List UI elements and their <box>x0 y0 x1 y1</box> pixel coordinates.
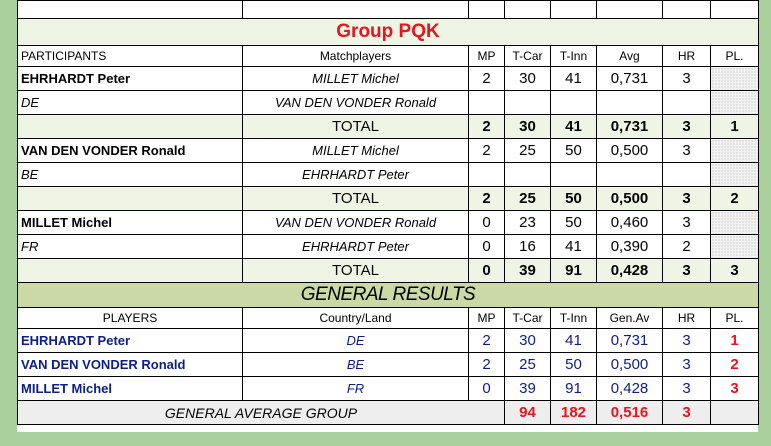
header-pl: PL. <box>711 46 759 67</box>
general-row <box>18 377 759 401</box>
match-mp: 2 <box>469 139 505 163</box>
match-row <box>18 211 759 235</box>
general-mp: 2 <box>469 353 505 377</box>
match-mp <box>469 163 505 187</box>
match-hr <box>663 91 711 115</box>
general-tcar: 39 <box>505 377 551 401</box>
total-tcar: 30 <box>505 115 551 139</box>
general-header-row <box>18 308 759 329</box>
general-country: DE <box>243 329 469 353</box>
match-tcar: 30 <box>505 67 551 91</box>
total-label: TOTAL <box>243 187 469 211</box>
match-tcar: 23 <box>505 211 551 235</box>
header-country: Country/Land <box>243 308 469 329</box>
total-pl: 2 <box>711 187 759 211</box>
header-avg: Avg <box>597 46 663 67</box>
match-pl-shaded <box>711 163 759 187</box>
match-opponent: EHRHARDT Peter <box>243 235 469 259</box>
match-tinn <box>551 163 597 187</box>
total-label: TOTAL <box>243 259 469 283</box>
general-country: FR <box>243 377 469 401</box>
match-hr: 2 <box>663 235 711 259</box>
total-row <box>18 187 759 211</box>
header-mp: MP <box>469 46 505 67</box>
match-row <box>18 91 759 115</box>
group-title-row <box>18 19 759 46</box>
match-mp <box>469 91 505 115</box>
header-hr: HR <box>663 46 711 67</box>
general-average-genav: 0,516 <box>597 401 663 425</box>
header-tcar: T-Car <box>505 46 551 67</box>
match-opponent: MILLET Michel <box>243 139 469 163</box>
general-player-name: VAN DEN VONDER Ronald <box>18 353 243 377</box>
general-average-row <box>18 401 759 425</box>
group-title: Group PQK <box>18 19 759 46</box>
match-mp: 0 <box>469 235 505 259</box>
header-participants: PARTICIPANTS <box>18 46 243 67</box>
general-mp: 0 <box>469 377 505 401</box>
general-average-hr: 3 <box>663 401 711 425</box>
match-opponent: VAN DEN VONDER Ronald <box>243 91 469 115</box>
match-row <box>18 163 759 187</box>
total-mp: 0 <box>469 259 505 283</box>
general-pl: 2 <box>711 353 759 377</box>
general-genav: 0,428 <box>597 377 663 401</box>
general-country: BE <box>243 353 469 377</box>
general-tinn: 50 <box>551 353 597 377</box>
total-avg: 0,500 <box>597 187 663 211</box>
general-mp: 2 <box>469 329 505 353</box>
total-avg: 0,428 <box>597 259 663 283</box>
header-hr: HR <box>663 308 711 329</box>
match-tcar <box>505 91 551 115</box>
general-genav: 0,731 <box>597 329 663 353</box>
match-tinn: 41 <box>551 67 597 91</box>
participant-name: VAN DEN VONDER Ronald <box>18 139 243 163</box>
match-hr: 3 <box>663 139 711 163</box>
header-tinn: T-Inn <box>551 46 597 67</box>
total-mp: 2 <box>469 115 505 139</box>
match-pl-shaded <box>711 91 759 115</box>
total-hr: 3 <box>663 187 711 211</box>
match-mp: 0 <box>469 211 505 235</box>
general-pl: 1 <box>711 329 759 353</box>
header-mp: MP <box>469 308 505 329</box>
general-average-tcar: 94 <box>505 401 551 425</box>
general-row <box>18 329 759 353</box>
participant-country: DE <box>18 91 243 115</box>
header-tinn: T-Inn <box>551 308 597 329</box>
match-tinn: 50 <box>551 211 597 235</box>
general-tcar: 25 <box>505 353 551 377</box>
header-genav: Gen.Av <box>597 308 663 329</box>
match-tcar: 16 <box>505 235 551 259</box>
match-avg: 0,500 <box>597 139 663 163</box>
header-players: PLAYERS <box>18 308 243 329</box>
group-header-row <box>18 46 759 67</box>
total-row <box>18 259 759 283</box>
total-tinn: 50 <box>551 187 597 211</box>
match-pl-shaded <box>711 67 759 91</box>
match-opponent: EHRHARDT Peter <box>243 163 469 187</box>
match-tinn <box>551 91 597 115</box>
general-hr: 3 <box>663 353 711 377</box>
match-tcar <box>505 163 551 187</box>
general-hr: 3 <box>663 329 711 353</box>
sheet-top-strip <box>18 1 759 19</box>
match-tinn: 50 <box>551 139 597 163</box>
match-avg: 0,390 <box>597 235 663 259</box>
general-hr: 3 <box>663 377 711 401</box>
general-average-label: GENERAL AVERAGE GROUP <box>18 401 505 425</box>
header-pl: PL. <box>711 308 759 329</box>
total-tcar: 39 <box>505 259 551 283</box>
total-label: TOTAL <box>243 115 469 139</box>
match-row <box>18 67 759 91</box>
total-avg: 0,731 <box>597 115 663 139</box>
general-tcar: 30 <box>505 329 551 353</box>
general-player-name: MILLET Michel <box>18 377 243 401</box>
match-avg: 0,731 <box>597 67 663 91</box>
total-hr: 3 <box>663 259 711 283</box>
participant-country: FR <box>18 235 243 259</box>
match-hr: 3 <box>663 67 711 91</box>
total-hr: 3 <box>663 115 711 139</box>
total-tcar: 25 <box>505 187 551 211</box>
match-avg <box>597 163 663 187</box>
general-tinn: 91 <box>551 377 597 401</box>
match-opponent: VAN DEN VONDER Ronald <box>243 211 469 235</box>
total-tinn: 91 <box>551 259 597 283</box>
total-tinn: 41 <box>551 115 597 139</box>
group-table <box>17 0 759 425</box>
participant-name: MILLET Michel <box>18 211 243 235</box>
header-tcar: T-Car <box>505 308 551 329</box>
general-tinn: 41 <box>551 329 597 353</box>
match-hr: 3 <box>663 211 711 235</box>
match-avg <box>597 91 663 115</box>
general-title-row <box>18 283 759 308</box>
general-genav: 0,500 <box>597 353 663 377</box>
match-avg: 0,460 <box>597 211 663 235</box>
general-average-tinn: 182 <box>551 401 597 425</box>
match-row <box>18 139 759 163</box>
general-row <box>18 353 759 377</box>
total-mp: 2 <box>469 187 505 211</box>
general-pl: 3 <box>711 377 759 401</box>
participant-country: BE <box>18 163 243 187</box>
total-pl: 3 <box>711 259 759 283</box>
results-sheet <box>17 0 758 432</box>
match-pl-shaded <box>711 139 759 163</box>
match-tcar: 25 <box>505 139 551 163</box>
match-pl-shaded <box>711 235 759 259</box>
match-pl-shaded <box>711 211 759 235</box>
match-hr <box>663 163 711 187</box>
match-opponent: MILLET Michel <box>243 67 469 91</box>
general-results-title: GENERAL RESULTS <box>18 283 759 308</box>
general-player-name: EHRHARDT Peter <box>18 329 243 353</box>
match-tinn: 41 <box>551 235 597 259</box>
match-mp: 2 <box>469 67 505 91</box>
total-row <box>18 115 759 139</box>
header-matchplayers: Matchplayers <box>243 46 469 67</box>
participant-name: EHRHARDT Peter <box>18 67 243 91</box>
match-row <box>18 235 759 259</box>
total-pl: 1 <box>711 115 759 139</box>
